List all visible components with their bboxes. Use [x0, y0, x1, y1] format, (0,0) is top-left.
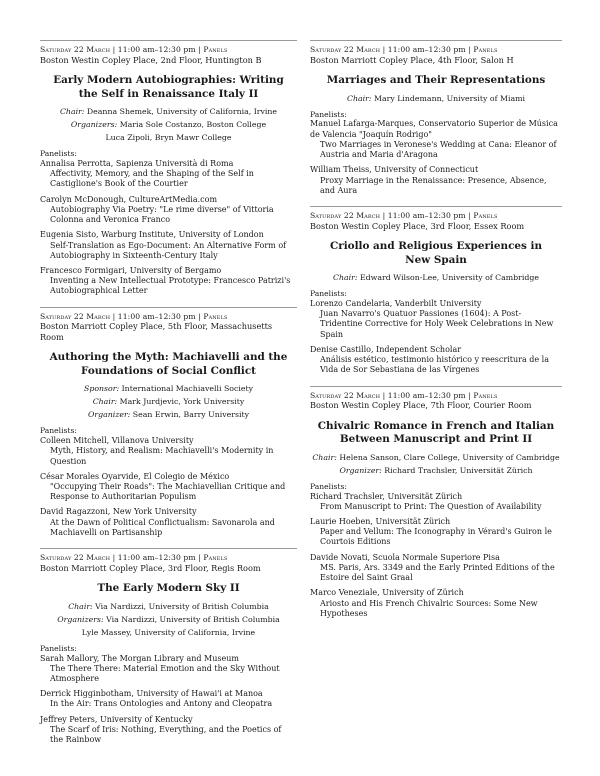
panelist-entry — [310, 588, 562, 619]
session-meta-line — [40, 628, 297, 638]
panelist-entry — [310, 345, 562, 376]
meta-role: Chair: — [333, 273, 358, 283]
left-column — [40, 40, 297, 755]
session-datetime: Saturday 22 March | 11:00 am–12:30 pm | Panels — [310, 45, 498, 54]
panelists-label: Panelists: — [40, 149, 77, 159]
meta-text: Lyle Massey, University of California, Irvine — [81, 627, 256, 637]
panelist-entry — [40, 654, 297, 685]
panelist-entry — [310, 119, 562, 160]
panelist-name: Annalisa Perrotta, Sapienza Università di Roma — [40, 158, 234, 168]
paper-title: From Manuscript to Print: The Question of Availability — [320, 501, 542, 511]
meta-role: Organizer: — [87, 410, 131, 420]
panelists-label: Panelists: — [310, 481, 347, 491]
session-location: Boston Westin Copley Place, 2nd Floor, Huntington B — [40, 54, 262, 65]
meta-role: Chair: — [59, 107, 85, 117]
session-kind: Panels — [473, 390, 498, 400]
paper-title: The Scarf of Iris: Nothing, Everything, and the Poetics of the Rainbow — [50, 724, 282, 745]
paper-title: Inventing a New Intellectual Prototype: Francesco Patrizi's Autobiographical Letter — [50, 276, 291, 296]
session-kind: Panels — [203, 311, 228, 321]
session-block — [40, 307, 297, 538]
session-meta-line — [310, 466, 562, 476]
session-datetime: Saturday 22 March | 11:00 am–12:30 pm | Panels — [40, 553, 228, 563]
panelist-name: Denise Castillo, Independent Scholar — [310, 344, 462, 354]
session-title: Early Modern Autobiographies: Writing the Self in Renaissance Italy II — [53, 74, 284, 100]
panelist-entry — [310, 165, 562, 196]
panelist-entry — [310, 553, 562, 584]
panelist-name: Jeffrey Peters, University of Kentucky — [40, 714, 193, 724]
session-day: Saturday 22 March — [40, 311, 111, 321]
panelist-name: William Theiss, University of Connecticut — [310, 165, 479, 175]
session-meta-line — [40, 410, 297, 420]
paper-title: Paper and Vellum: The Iconography in Vérard's Guiron le Courtois Editions — [320, 527, 552, 547]
panelist-name: Carolyn McDonough, CultureArtMedia.com — [40, 194, 218, 204]
panelist-entry — [310, 517, 562, 548]
session-meta-line — [310, 94, 562, 104]
session-meta-line — [310, 273, 562, 283]
panelist-entry — [40, 715, 297, 746]
panelists-label: Panelists: — [40, 643, 77, 653]
session-time: 11:00 am–12:30 pm — [387, 390, 466, 400]
session-day: Saturday 22 March — [310, 45, 381, 54]
session-day: Saturday 22 March — [310, 211, 381, 221]
session-meta-line — [40, 107, 297, 117]
panelist-name: Colleen Mitchell, Villanova University — [40, 436, 194, 446]
session-kind: Panels — [473, 211, 498, 221]
session-kind: Panels — [473, 45, 498, 54]
session-title: The Early Modern Sky II — [97, 582, 240, 595]
meta-text: Mary Lindemann, University of Miami — [373, 93, 525, 103]
session-datetime: Saturday 22 March | 11:00 am–12:30 pm | Panels — [40, 311, 228, 321]
panelist-name: Manuel Lafarga-Marques, Conservatorio Superior de Música de Valencia "Joaquín Rodrigo" — [310, 119, 558, 139]
paper-title: In the Air: Trans Ontologies and Antony and Cleopatra — [50, 699, 273, 709]
session-kind: Panels — [203, 553, 228, 563]
meta-role: Chair: — [312, 452, 337, 462]
meta-role: Organizers: — [70, 120, 118, 130]
panelists-label: Panelists: — [40, 426, 77, 436]
paper-title: Juan Navarro's Quatuor Passiones (1604): A Post-Tridentine Corrective for Holy Week Celebrations in New Spain — [320, 309, 554, 339]
meta-text: Via Nardizzi, University of British Columbia — [106, 614, 280, 624]
paper-title: Proxy Marriage in the Renaissance: Presence, Absence, and Aura — [320, 175, 547, 195]
meta-role: Chair: — [92, 397, 118, 407]
session-meta-line — [310, 453, 562, 463]
session-meta-line — [40, 384, 297, 394]
session-location: Boston Westin Copley Place, 3rd Floor, Essex Room — [310, 220, 525, 231]
panelist-entry — [40, 195, 297, 226]
meta-text: Helena Sanson, Clare College, University of Cambridge — [339, 452, 560, 462]
session-time: 11:00 am–12:30 pm — [117, 553, 196, 563]
session-day: Saturday 22 March — [40, 45, 111, 54]
session-time: 11:00 am–12:30 pm — [387, 45, 466, 54]
session-datetime: Saturday 22 March | 11:00 am–12:30 pm | Panels — [310, 390, 498, 400]
meta-text: Mark Jurdjevic, York University — [119, 397, 245, 407]
paper-title: Affectivity, Memory, and the Shaping of the Self in Castiglione's Book of the Courtier — [50, 169, 254, 189]
session-datetime: Saturday 22 March | 11:00 am–12:30 pm | Panels — [40, 45, 228, 54]
panelist-entry — [310, 492, 562, 512]
paper-title: The There There: Material Emotion and the Sky Without Atmosphere — [50, 663, 280, 683]
meta-role: Organizers: — [57, 614, 104, 624]
panelist-name: Eugenia Sisto, Warburg Institute, University of London — [40, 230, 264, 240]
session-block — [40, 548, 297, 745]
session-meta-line — [40, 602, 297, 612]
paper-title: Ariosto and His French Chivalric Sources: Some New Hypotheses — [320, 598, 538, 618]
meta-role: Chair: — [347, 93, 372, 103]
paper-title: Two Marriages in Veronese's Wedding at Cana: Eleanor of Austria and Maria d'Aragona — [320, 139, 557, 160]
panelist-name: Marco Veneziale, University of Zürich — [310, 588, 464, 598]
panelist-entry — [40, 689, 297, 709]
session-location: Boston Marriott Copley Place, 3rd Floor, Regis Room — [40, 562, 261, 573]
meta-text: Richard Trachsler, Universität Zürich — [384, 465, 533, 475]
panelist-name: Davide Novati, Scuola Normale Superiore Pisa — [310, 552, 500, 562]
session-block — [310, 40, 562, 196]
session-time: 11:00 am–12:30 pm — [387, 211, 466, 221]
session-meta-line — [40, 615, 297, 625]
session-title: Authoring the Myth: Machiavelli and the Foundations of Social Conflict — [49, 351, 288, 377]
paper-title: "Occupying Their Roads": The Machiavellian Critique and Response to Authoritarian Populism — [50, 482, 286, 502]
meta-text: Luca Zipoli, Bryn Mawr College — [105, 133, 232, 143]
session-title: Chivalric Romance in French and Italian Between Manuscript and Print II — [317, 419, 555, 446]
panelist-name: David Ragazzoni, New York University — [40, 507, 197, 517]
meta-role: Chair: — [68, 601, 93, 611]
session-meta-line — [40, 397, 297, 407]
panelist-entry — [310, 299, 562, 340]
panelist-name: Laurie Hoeben, Universität Zürich — [310, 517, 451, 527]
session-time: 11:00 am–12:30 pm — [117, 311, 196, 321]
paper-title: Análisis estético, testimonio histórico y reescritura de la Vida de Sor Sebastiana de las Vírgenes — [320, 355, 549, 375]
panelist-entry — [40, 230, 297, 261]
session-location: Boston Westin Copley Place, 7th Floor, Courier Room — [310, 400, 532, 411]
session-time: 11:00 am–12:30 pm — [117, 45, 196, 54]
paper-title: MS. Paris, Ars. 3349 and the Early Printed Editions of the Estoire del Saint Graal — [320, 562, 555, 583]
panelist-name: Richard Trachsler, Universität Zürich — [310, 491, 463, 501]
session-location: Boston Marriott Copley Place, 4th Floor, Salon H — [310, 54, 514, 65]
panelist-name: Lorenzo Candelaria, Vanderbilt University — [310, 299, 482, 308]
panelist-name: César Morales Oyarvide, El Colegio de México — [40, 471, 230, 481]
meta-text: Sean Erwin, Barry University — [132, 410, 250, 420]
session-block — [310, 206, 562, 376]
paper-title: Self-Translation as Ego-Document: An Alternative Form of Autobiography in Sixteenth-Century Italy — [50, 240, 287, 260]
meta-text: Edward Wilson-Lee, University of Cambridge — [359, 273, 539, 283]
meta-role: Organizer: — [339, 465, 382, 475]
paper-title: Autobiography Via Poetry: "Le rime diverse" of Vittoria Colonna and Veronica Franco — [50, 204, 274, 225]
panelist-name: Sarah Mallory, The Morgan Library and Museum — [40, 653, 239, 663]
meta-text: International Machiavelli Society — [121, 384, 253, 394]
panelists-label: Panelists: — [310, 289, 347, 299]
right-column — [310, 40, 562, 629]
panelist-name: Derrick Higginbotham, University of Hawai'i at Manoa — [40, 689, 263, 699]
panelist-entry — [40, 436, 297, 467]
paper-title: At the Dawn of Political Conflictualism: Savonarola and Machiavelli on Partisanship — [50, 517, 275, 537]
meta-text: Deanna Shemek, University of California, Irvine — [86, 107, 278, 117]
session-block — [40, 40, 297, 297]
session-title: Marriages and Their Representations — [326, 74, 546, 87]
session-day: Saturday 22 March — [40, 553, 111, 563]
session-kind: Panels — [203, 45, 228, 54]
session-meta-line — [40, 120, 297, 130]
panelists-label: Panelists: — [310, 109, 347, 119]
meta-text: Maria Sole Costanzo, Boston College — [119, 120, 267, 130]
session-title: Criollo and Religious Experiences in New Spain — [329, 240, 543, 266]
panelist-entry — [40, 472, 297, 503]
meta-role: Sponsor: — [84, 384, 120, 394]
session-location: Boston Marriott Copley Place, 5th Floor, Massachusetts Room — [40, 321, 273, 342]
paper-title: Myth, History, and Realism: Machiavelli's Modernity in Question — [50, 446, 274, 466]
session-meta-line — [40, 133, 297, 143]
panelist-entry — [40, 507, 297, 538]
session-day: Saturday 22 March — [310, 390, 381, 400]
panelist-entry — [40, 266, 297, 297]
meta-text: Via Nardizzi, University of British Columbia — [95, 601, 269, 611]
panelist-entry — [40, 159, 297, 190]
session-datetime: Saturday 22 March | 11:00 am–12:30 pm | Panels — [310, 211, 498, 221]
session-block — [310, 386, 562, 619]
panelist-name: Francesco Formigari, University of Bergamo — [40, 265, 222, 275]
